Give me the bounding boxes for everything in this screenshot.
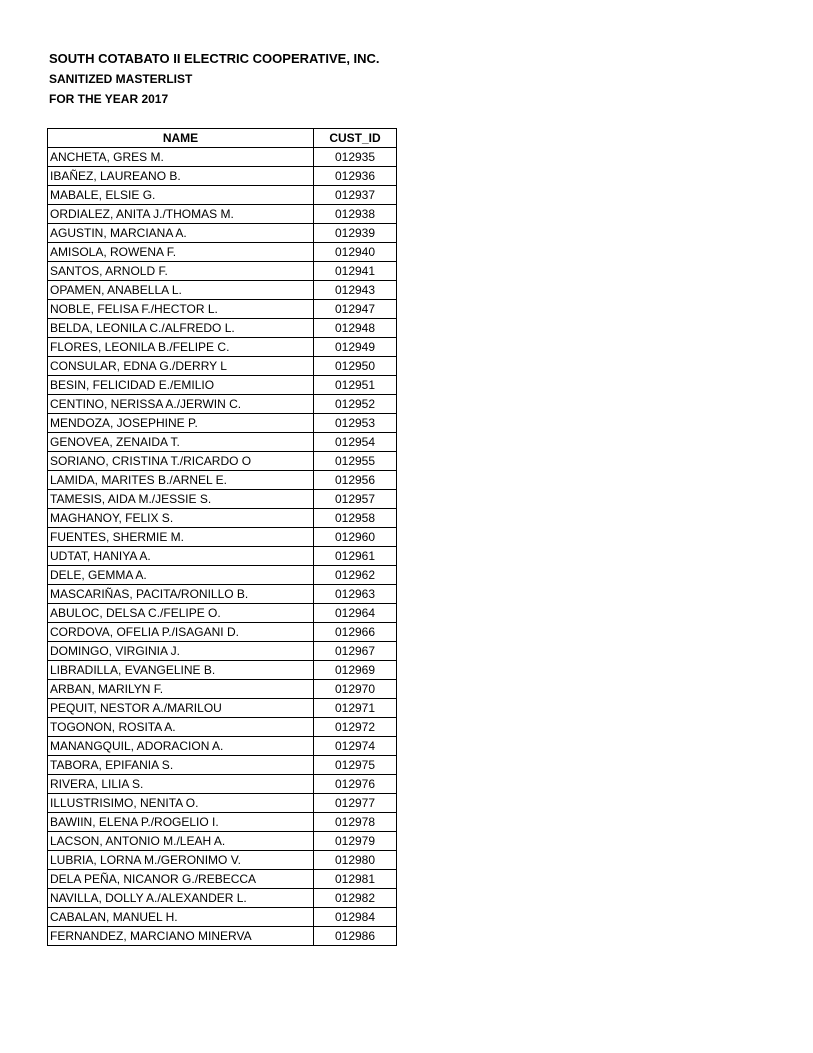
customer-name-cell: AMISOLA, ROWENA F. [48, 243, 314, 262]
customer-id-cell: 012964 [314, 604, 397, 623]
customer-id-cell: 012976 [314, 775, 397, 794]
customer-name-cell: OPAMEN, ANABELLA L. [48, 281, 314, 300]
customer-id-cell: 012938 [314, 205, 397, 224]
table-row [48, 737, 397, 756]
customer-name-cell: BELDA, LEONILA C./ALFREDO L. [48, 319, 314, 338]
customer-name-cell: DELA PEÑA, NICANOR G./REBECCA [48, 870, 314, 889]
customer-name-cell: ILLUSTRISIMO, NENITA O. [48, 794, 314, 813]
customer-name-cell: FUENTES, SHERMIE M. [48, 528, 314, 547]
customer-id-cell: 012956 [314, 471, 397, 490]
document-subtitle: SANITIZED MASTERLIST [49, 72, 193, 86]
document-header [49, 49, 380, 109]
table-row [48, 509, 397, 528]
customer-name-cell: UDTAT, HANIYA A. [48, 547, 314, 566]
document-title: SOUTH COTABATO II ELECTRIC COOPERATIVE, INC. [49, 51, 380, 66]
customer-name-cell: MASCARIÑAS, PACITA/RONILLO B. [48, 585, 314, 604]
table-row [48, 243, 397, 262]
table-row [48, 756, 397, 775]
customer-name-cell: ARBAN, MARILYN F. [48, 680, 314, 699]
customer-id-cell: 012980 [314, 851, 397, 870]
table-row [48, 281, 397, 300]
table-row [48, 680, 397, 699]
customer-name-cell: MAGHANOY, FELIX S. [48, 509, 314, 528]
table-row [48, 566, 397, 585]
customer-id-cell: 012963 [314, 585, 397, 604]
customer-id-cell: 012951 [314, 376, 397, 395]
customer-id-cell: 012971 [314, 699, 397, 718]
customer-name-cell: MABALE, ELSIE G. [48, 186, 314, 205]
table-row [48, 262, 397, 281]
table-row [48, 186, 397, 205]
customer-id-cell: 012940 [314, 243, 397, 262]
customer-name-cell: FERNANDEZ, MARCIANO MINERVA [48, 927, 314, 946]
table-row [48, 870, 397, 889]
table-row [48, 395, 397, 414]
table-row [48, 205, 397, 224]
customer-name-cell: IBAÑEZ, LAUREANO B. [48, 167, 314, 186]
customer-id-cell: 012941 [314, 262, 397, 281]
customer-id-cell: 012979 [314, 832, 397, 851]
table-row [48, 661, 397, 680]
customer-name-cell: TABORA, EPIFANIA S. [48, 756, 314, 775]
table-row [48, 794, 397, 813]
table-row [48, 623, 397, 642]
table-row [48, 471, 397, 490]
customer-id-cell: 012935 [314, 148, 397, 167]
table-body [48, 148, 397, 946]
customer-id-cell: 012952 [314, 395, 397, 414]
customer-name-cell: TAMESIS, AIDA M./JESSIE S. [48, 490, 314, 509]
customer-name-cell: MENDOZA, JOSEPHINE P. [48, 414, 314, 433]
customer-name-cell: CENTINO, NERISSA A./JERWIN C. [48, 395, 314, 414]
table-row [48, 224, 397, 243]
customer-id-cell: 012936 [314, 167, 397, 186]
customer-name-cell: ORDIALEZ, ANITA J./THOMAS M. [48, 205, 314, 224]
customer-id-cell: 012975 [314, 756, 397, 775]
customer-name-cell: SORIANO, CRISTINA T./RICARDO O [48, 452, 314, 471]
table-row [48, 547, 397, 566]
customer-id-cell: 012966 [314, 623, 397, 642]
customer-id-cell: 012943 [314, 281, 397, 300]
table-row [48, 813, 397, 832]
customer-id-cell: 012948 [314, 319, 397, 338]
customer-name-cell: BAWIIN, ELENA P./ROGELIO I. [48, 813, 314, 832]
customer-id-cell: 012974 [314, 737, 397, 756]
table-row [48, 357, 397, 376]
customer-id-cell: 012969 [314, 661, 397, 680]
customer-id-cell: 012949 [314, 338, 397, 357]
table-row [48, 490, 397, 509]
document-year-line: FOR THE YEAR 2017 [49, 92, 169, 106]
customer-name-cell: MANANGQUIL, ADORACION A. [48, 737, 314, 756]
customer-name-cell: CORDOVA, OFELIA P./ISAGANI D. [48, 623, 314, 642]
customer-name-cell: GENOVEA, ZENAIDA T. [48, 433, 314, 452]
table-row [48, 585, 397, 604]
table-row [48, 699, 397, 718]
customer-id-cell: 012977 [314, 794, 397, 813]
customer-name-cell: RIVERA, LILIA S. [48, 775, 314, 794]
table-row [48, 908, 397, 927]
customer-id-cell: 012970 [314, 680, 397, 699]
customer-name-cell: ANCHETA, GRES M. [48, 148, 314, 167]
table-row [48, 319, 397, 338]
column-header-name: NAME [48, 129, 314, 148]
table-row [48, 148, 397, 167]
customer-id-cell: 012939 [314, 224, 397, 243]
customer-id-cell: 012947 [314, 300, 397, 319]
customer-name-cell: AGUSTIN, MARCIANA A. [48, 224, 314, 243]
customer-id-cell: 012961 [314, 547, 397, 566]
customer-id-cell: 012986 [314, 927, 397, 946]
customer-id-cell: 012982 [314, 889, 397, 908]
table-row [48, 775, 397, 794]
customer-id-cell: 012937 [314, 186, 397, 205]
table-row [48, 300, 397, 319]
customer-id-cell: 012960 [314, 528, 397, 547]
customer-name-cell: CABALAN, MANUEL H. [48, 908, 314, 927]
table-row [48, 376, 397, 395]
table-header-row [48, 129, 397, 148]
table-row [48, 604, 397, 623]
customer-id-cell: 012984 [314, 908, 397, 927]
table-row [48, 927, 397, 946]
table-row [48, 433, 397, 452]
table-row [48, 167, 397, 186]
customer-name-cell: LUBRIA, LORNA M./GERONIMO V. [48, 851, 314, 870]
customer-id-cell: 012957 [314, 490, 397, 509]
customer-name-cell: FLORES, LEONILA B./FELIPE C. [48, 338, 314, 357]
table-row [48, 642, 397, 661]
customer-name-cell: TOGONON, ROSITA A. [48, 718, 314, 737]
customer-name-cell: LACSON, ANTONIO M./LEAH A. [48, 832, 314, 851]
column-header-cust-id: CUST_ID [314, 129, 397, 148]
table-row [48, 889, 397, 908]
customer-id-cell: 012981 [314, 870, 397, 889]
customer-id-cell: 012978 [314, 813, 397, 832]
customer-id-cell: 012954 [314, 433, 397, 452]
customer-id-cell: 012953 [314, 414, 397, 433]
table-row [48, 452, 397, 471]
customer-name-cell: CONSULAR, EDNA G./DERRY L [48, 357, 314, 376]
customer-name-cell: LAMIDA, MARITES B./ARNEL E. [48, 471, 314, 490]
table-row [48, 338, 397, 357]
customer-id-cell: 012967 [314, 642, 397, 661]
customer-id-cell: 012950 [314, 357, 397, 376]
masterlist-table [47, 128, 397, 946]
customer-name-cell: NAVILLA, DOLLY A./ALEXANDER L. [48, 889, 314, 908]
customer-name-cell: DOMINGO, VIRGINIA J. [48, 642, 314, 661]
customer-name-cell: ABULOC, DELSA C./FELIPE O. [48, 604, 314, 623]
table-row [48, 414, 397, 433]
customer-id-cell: 012955 [314, 452, 397, 471]
table-row [48, 528, 397, 547]
customer-name-cell: PEQUIT, NESTOR A./MARILOU [48, 699, 314, 718]
table-row [48, 832, 397, 851]
table-row [48, 851, 397, 870]
customer-name-cell: LIBRADILLA, EVANGELINE B. [48, 661, 314, 680]
customer-id-cell: 012958 [314, 509, 397, 528]
customer-name-cell: BESIN, FELICIDAD E./EMILIO [48, 376, 314, 395]
customer-name-cell: SANTOS, ARNOLD F. [48, 262, 314, 281]
customer-id-cell: 012962 [314, 566, 397, 585]
customer-name-cell: NOBLE, FELISA F./HECTOR L. [48, 300, 314, 319]
customer-id-cell: 012972 [314, 718, 397, 737]
customer-name-cell: DELE, GEMMA A. [48, 566, 314, 585]
table-row [48, 718, 397, 737]
